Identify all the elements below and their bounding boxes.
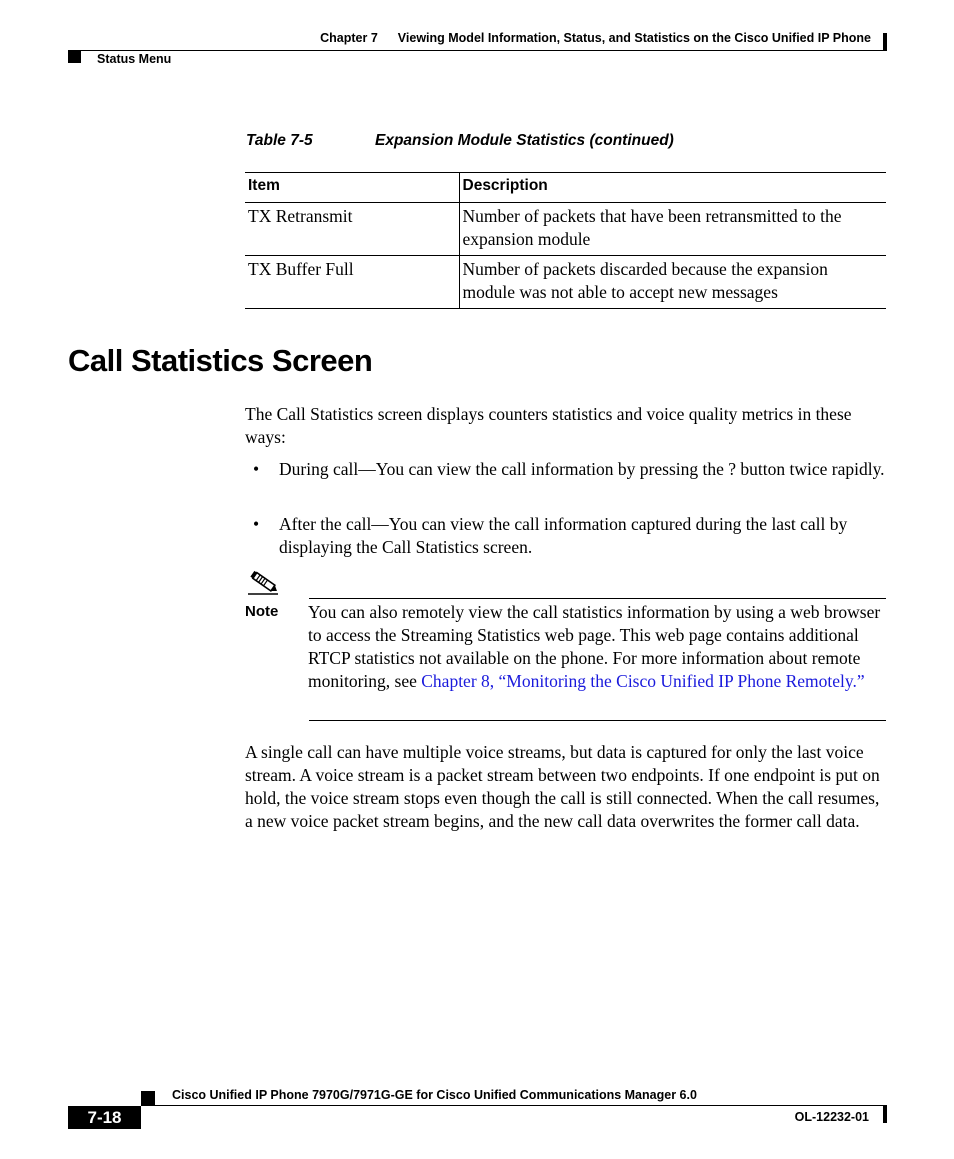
cell-item: TX Buffer Full <box>245 256 459 309</box>
chapter-title: Viewing Model Information, Status, and Statistics on the Cisco Unified IP Phone <box>397 31 871 45</box>
pencil-note-icon <box>246 570 280 596</box>
section-name: Status Menu <box>97 52 172 66</box>
cell-description: Number of packets that have been retransmitted to the expansion module <box>459 203 886 256</box>
bullet-marker: • <box>253 514 260 534</box>
bullet-during-call: During call—You can view the call information by pressing the ? button twice rapidly. <box>279 459 885 479</box>
cell-description: Number of packets discarded because the expansion module was not able to accept new messages <box>459 256 886 309</box>
section-heading: Call Statistics Screen <box>68 343 373 378</box>
table-row <box>245 203 886 256</box>
note-body: You can also remotely view the call statistics information by using a web browser to access the Streaming Statistics web page. This web page contains additional RTCP statistics not available on the phone. For more information about remote monitoring, see <box>308 602 881 691</box>
table-header-row <box>245 173 886 203</box>
chapter-8-link[interactable]: Chapter 8, “Monitoring the Cisco Unified IP Phone Remotely.” <box>421 671 865 691</box>
table-number: Table 7-5 <box>246 132 313 149</box>
intro-paragraph: The Call Statistics screen displays counters statistics and voice quality metrics in these ways: <box>245 404 852 447</box>
expansion-module-stats-table <box>245 172 886 309</box>
table-title: Expansion Module Statistics (continued) <box>375 132 674 149</box>
bullet-marker: • <box>253 459 260 479</box>
header-square-marker <box>68 50 81 63</box>
footer-edge-bar <box>883 1106 887 1123</box>
footer-rule <box>141 1105 887 1106</box>
header-edge-bar <box>883 33 887 50</box>
page-number: 7-18 <box>68 1106 141 1129</box>
note-rule-bottom <box>309 720 886 721</box>
table-caption <box>246 132 674 150</box>
header-rule <box>68 50 887 51</box>
bullet-after-call: After the call—You can view the call information captured during the last call by displaying the Call Statistics screen. <box>279 514 848 557</box>
table-row <box>245 256 886 309</box>
closing-paragraph: A single call can have multiple voice streams, but data is captured for only the last voice stream. A voice stream is a packet stream between two endpoints. If one endpoint is put on hold, the voice stream stops even though the call is still connected. When the call resumes, a new voice packet stream begins, and the new call data overwrites the former call data. <box>245 742 880 831</box>
footer-book-title: Cisco Unified IP Phone 7970G/7971G-GE for Cisco Unified Communications Manager 6.0 <box>172 1088 697 1102</box>
cell-item: TX Retransmit <box>245 203 459 256</box>
footer-square-marker <box>141 1091 155 1105</box>
column-header-item: Item <box>245 173 459 203</box>
column-header-description: Description <box>459 173 886 203</box>
note-rule-top <box>309 598 886 599</box>
chapter-label: Chapter 7 <box>320 31 378 45</box>
running-header <box>320 31 871 45</box>
note-text <box>308 601 888 693</box>
document-number: OL-12232-01 <box>794 1110 869 1124</box>
note-label: Note <box>245 603 279 620</box>
